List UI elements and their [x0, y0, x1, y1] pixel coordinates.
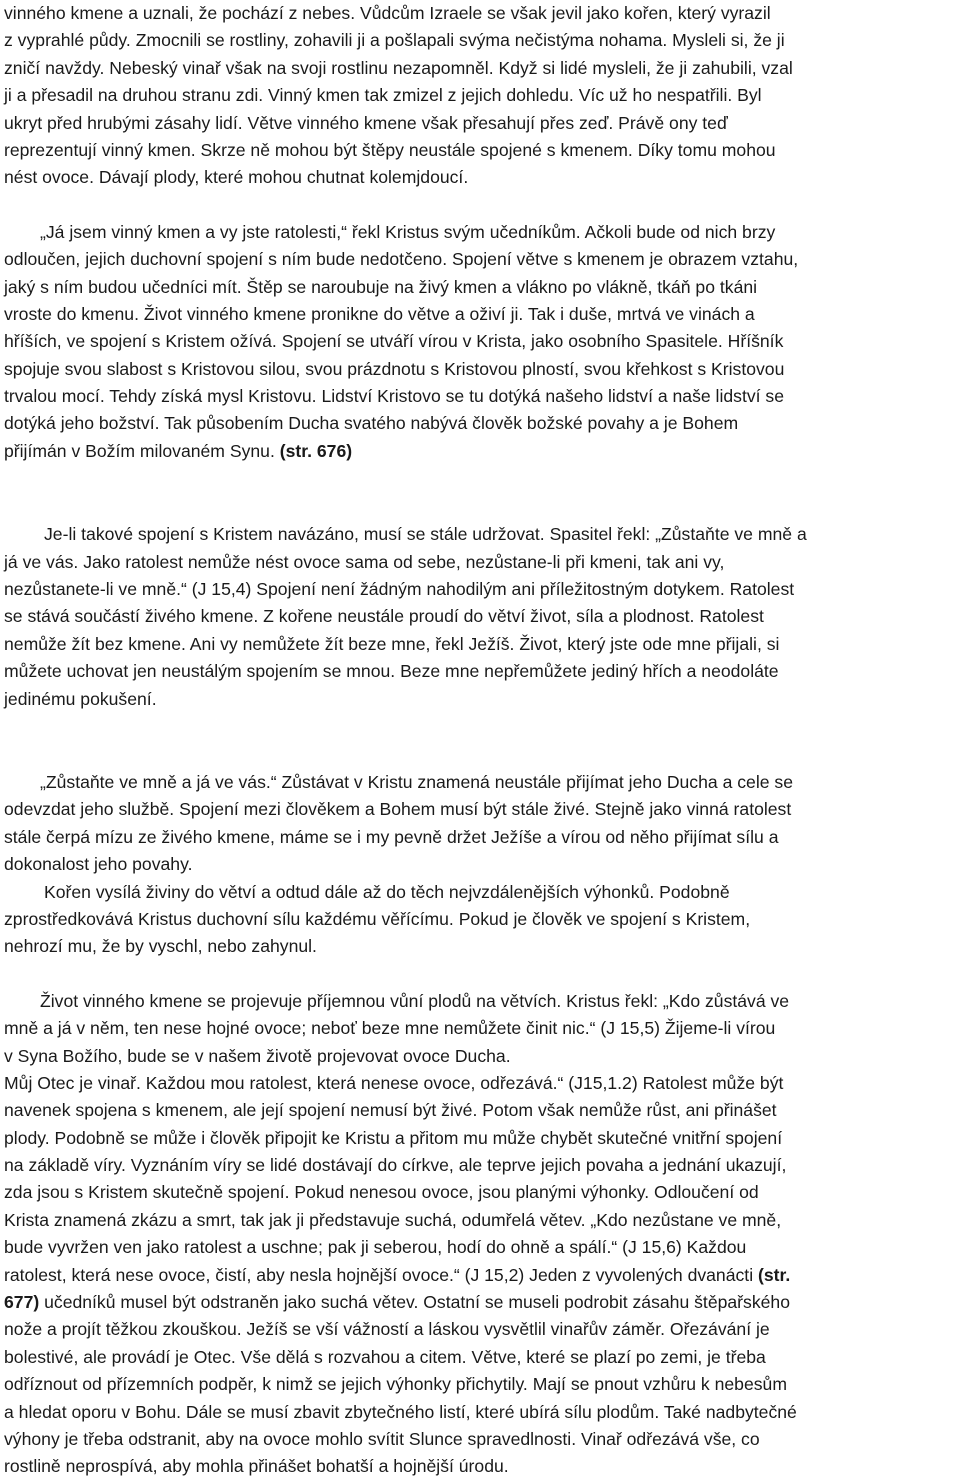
text-line: stále čerpá mízu ze živého kmene, máme se i my pevně držet Ježíše a vírou od něho přijímat sílu a	[4, 826, 779, 847]
text-line: ukryt před hrubými zásahy lidí. Větve vinného kmene však přesahují přes zeď. Právě ony teď	[4, 112, 728, 133]
text-line: spojuje svou slabost s Kristovou silou, svou prázdnotu s Kristovou plností, svou křehkost s Kristovou	[4, 358, 785, 379]
text-line: Krista znamená zkázu a smrt, tak jak ji představuje suchá, odumřelá větev. „Kdo nezůstane ve mně,	[4, 1209, 782, 1230]
text-line: v Syna Božího, bude se v našem životě projevovat ovoce Ducha.	[4, 1045, 511, 1066]
text-line: „Zůstaňte ve mně a já ve vás.“ Zůstávat v Kristu znamená neustále přijímat jeho Ducha a cele se	[40, 771, 793, 792]
text-line: bude vyvržen ven jako ratolest a uschne; pak ji seberou, hodí do ohně a spálí.“ (J 15,6) Každou	[4, 1237, 747, 1258]
text-line: zda jsou s Kristem skutečně spojení. Pokud nenesou ovoce, jsou planými výhonky. Odloučení od	[4, 1182, 759, 1203]
text-line: „Já jsem vinný kmen a vy jste ratolesti,“ řekl Kristus svým učedníkům. Ačkoli bude od nich brzy	[40, 221, 776, 242]
text-line: jaký s ním budou učedníci mít. Štěp se naroubuje na živý kmen a vlákno po vlákně, tkáň po tkáni	[4, 276, 758, 297]
text-line: odříznout od přízemních podpěr, k nimž se jejich výhonky přichytily. Mají se pnout vzhůru k nebesům	[4, 1374, 787, 1395]
text-line: trvalou mocí. Tehdy získá mysl Kristovu. Lidství Kristovo se tu dotýká našeho lidství a naše lidství se	[4, 386, 785, 407]
text-line: Život vinného kmene se projevuje příjemnou vůní plodů na větvích. Kristus řekl: „Kdo zůstává ve	[40, 990, 790, 1011]
text-line: hříších, ve spojení s Kristem ožívá. Spojení se utváří vírou v Krista, jako osobního Spasitele. Hříšník	[4, 331, 784, 352]
text-line: nezůstanete-li ve mně.“ (J 15,4) Spojení není žádným nahodilým ani příležitostným dotykem. Ratolest	[4, 579, 795, 600]
text-line: dokonalost jeho povahy.	[4, 854, 193, 875]
paragraph-1	[4, 0, 954, 192]
text-line	[4, 1289, 954, 1316]
text-line: já ve vás. Jako ratolest nemůže nést ovoce sama od sebe, nezůstane-li při kmeni, tak ani vy,	[4, 551, 725, 572]
text-line: se stává součástí živého kmene. Z kořene neustále proudí do větví život, síla a plodnost. Ratolest	[4, 606, 764, 627]
text-line: ji a přesadil na druhou stranu zdi. Vinný kmen tak zmizel z jejich dohledu. Víc už ho nespatřili. Byl	[4, 85, 762, 106]
text-line	[4, 1262, 954, 1289]
text-line: rostlině neprospívá, aby mohla přinášet bohatší a hojnější úrodu.	[4, 1456, 509, 1477]
text-line: odevzdat jeho službě. Spojení mezi člověkem a Bohem musí být stále živé. Stejně jako vinná ratolest	[4, 799, 792, 820]
text-line: výhony je třeba odstranit, aby na ovoce mohlo svítit Slunce spravedlnosti. Vinař odřezává vše, co	[4, 1428, 760, 1449]
text-line: z vyprahlé půdy. Zmocnili se rostliny, zohavili ji a pošlapali svýma nečistýma nohama. Mysleli si, že ji	[4, 30, 785, 51]
text-line: plody. Podobně se může i člověk připojit ke Kristu a přitom mu může chybět skutečné vnitřní spojení	[4, 1127, 783, 1148]
paragraph-gap	[4, 961, 954, 988]
text-line: zničí navždy. Nebeský vinař však na svoji rostlinu nezapomněl. Když si lidé mysleli, že ji zahubili, vzal	[4, 57, 793, 78]
text-line: Je-li takové spojení s Kristem navázáno, musí se stále udržovat. Spasitel řekl: „Zůstaňte ve mně a	[44, 524, 807, 545]
text-line: dotýká jeho božství. Tak působením Ducha svatého nabývá člověk božské povahy a je Bohem	[4, 413, 739, 434]
text-line: bolestivé, ale provádí je Otec. Vše dělá s rozvahou a citem. Větve, které se plazí po zemi, je třeba	[4, 1346, 766, 1367]
text-line: jedinému pokušení.	[4, 688, 157, 709]
text-line: mně a já v něm, ten nese hojné ovoce; neboť beze mne nemůžete činit nic.“ (J 15,5) Žijeme-li vírou	[4, 1018, 776, 1039]
text-span: učedníků musel být odstraněn jako suchá větev. Ostatní se museli podrobit zásahu štěpařského	[39, 1292, 790, 1313]
paragraph-7	[4, 1070, 954, 1481]
text-line: reprezentují vinný kmen. Skrze ně mohou být štěpy neustále spojené s kmenem. Díky tomu mohou	[4, 139, 776, 160]
text-line: nože a projít těžkou zkouškou. Ježíš se vší vážností a láskou vysvětlil vinařův záměr. Ořezávání je	[4, 1319, 770, 1340]
page-reference: 677)	[4, 1292, 40, 1313]
paragraph-gap	[4, 465, 954, 521]
text-line: na základě víry. Vyznáním víry se lidé dostávají do církve, ale teprve jejich povaha a jednání ukazují,	[4, 1155, 787, 1176]
text-line: Můj Otec je vinař. Každou mou ratolest, která nenese ovoce, odřezává.“ (J15,1.2) Ratolest může být	[4, 1072, 784, 1093]
text-line: odloučen, jejich duchovní spojení s ním bude nedotčeno. Spojení větve s kmenem je obrazem vztahu,	[4, 249, 799, 270]
page-reference: (str. 676)	[279, 440, 353, 461]
text-span: ratolest, která nese ovoce, čistí, aby nesla hojnější ovoce.“ (J 15,2) Jeden z vyvolených dvanácti	[4, 1264, 758, 1285]
paragraph-gap	[4, 713, 954, 769]
text-line: zprostředkovává Kristus duchovní sílu každému věřícímu. Pokud je člověk ve spojení s Kristem,	[4, 908, 751, 929]
paragraph-gap	[4, 192, 954, 219]
text-line: vinného kmene a uznali, že pochází z nebes. Vůdcům Izraele se však jevil jako kořen, který vyrazil	[4, 3, 771, 23]
page-reference: (str.	[758, 1264, 791, 1285]
paragraph-6	[4, 988, 954, 1070]
paragraph-4	[4, 769, 954, 879]
text-span: přijímán v Božím milovaném Synu.	[4, 440, 280, 461]
text-line: nemůže žít bez kmene. Ani vy nemůžete žít beze mne, řekl Ježíš. Život, který jste ode mne přijali, si	[4, 633, 780, 654]
text-line	[4, 438, 954, 465]
text-line: můžete uchovat jen neustálým spojením se mnou. Beze mne nepřemůžete jediný hřích a neodoláte	[4, 661, 779, 682]
document-page	[4, 0, 954, 1481]
text-line: nést ovoce. Dávají plody, které mohou chutnat kolemjdoucí.	[4, 167, 469, 188]
paragraph-2	[4, 219, 954, 466]
text-line: navenek spojena s kmenem, ale její spojení nemusí být živé. Potom však nemůže růst, ani přinášet	[4, 1100, 777, 1121]
text-line: nehrozí mu, že by vyschl, nebo zahynul.	[4, 936, 317, 957]
paragraph-5	[4, 879, 954, 961]
paragraph-3	[4, 521, 954, 713]
text-line: a hledat oporu v Bohu. Dále se musí zbavit zbytečného listí, které ubírá sílu plodům. Také nadbytečné	[4, 1401, 797, 1422]
text-line: Kořen vysílá živiny do větví a odtud dále až do těch nejvzdálenějších výhonků. Podobně	[44, 881, 730, 902]
text-line: vroste do kmenu. Život vinného kmene pronikne do větve a oživí ji. Tak i duše, mrtvá ve vinách a	[4, 303, 755, 324]
